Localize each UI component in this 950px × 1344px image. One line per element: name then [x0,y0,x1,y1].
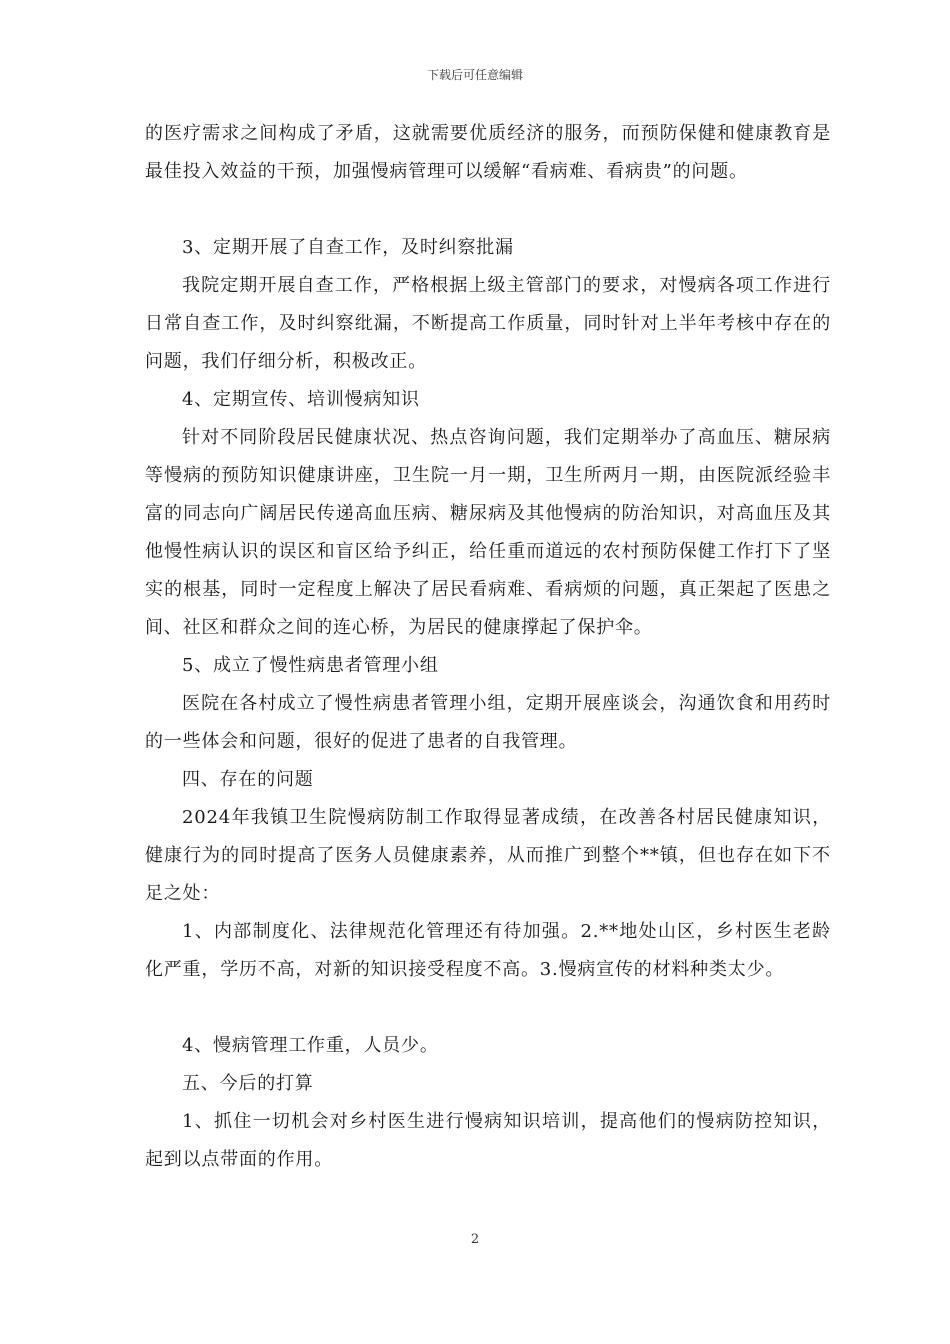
paragraph-patient-group: 医院在各村成立了慢性病患者管理小组，定期开展座谈会，沟通饮食和用药时的一些体会和问题，很好的促进了患者的自我管理。 [145,693,831,752]
document-body [145,115,831,1179]
paragraph-self-inspection: 我院定期开展自查工作，严格根据上级主管部门的要求，对慢病各项工作进行日常自查工作，及时纠察纰漏，不断提高工作质量，同时针对上半年考核中存在的问题，我们仔细分析，积极改正。 [145,275,831,372]
section-heading-problems: 四、存在的问题 [182,769,314,790]
paragraph-continuation: 的医疗需求之间构成了矛盾，这就需要优质经济的服务，而预防保健和健康教育是最佳投入效益的干预，加强慢病管理可以缓解“看病难、看病贵”的问题。 [145,123,831,182]
paragraph-publicity-training: 针对不同阶段居民健康状况、热点咨询问题，我们定期举办了高血压、糖尿病等慢病的预防知识健康讲座，卫生院一月一期，卫生所两月一期，由医院派经验丰富的同志向广阔居民传递高血压病、糖尿病及其他慢病的防治知识，对高血压及其他慢性病认识的误区和盲区给予纠正，给任重而道远的农村预防保健工作打下了坚实的根基，同时一定程度上解决了居民看病难、看病烦的问题，真正架起了医患之间、社区和群众之间的连心桥，为居民的健康撑起了保护伞。 [145,427,831,638]
section-heading-self-inspection: 3、定期开展了自查工作，及时纠察批漏 [182,237,514,258]
page-header: 下载后可任意编辑 [426,68,523,82]
paragraph-problems-intro: 2024年我镇卫生院慢病防制工作取得显著成绩，在改善各村居民健康知识，健康行为的同时提高了医务人员健康素养，从而推广到整个**镇，但也存在如下不足之处： [145,807,831,904]
paragraph-problem-4: 4、慢病管理工作重，人员少。 [182,1035,439,1056]
section-heading-publicity-training: 4、定期宣传、培训慢病知识 [182,389,420,410]
section-heading-future-plans: 五、今后的打算 [182,1073,314,1094]
section-heading-patient-group: 5、成立了慢性病患者管理小组 [182,655,439,676]
paragraph-problems-list: 1、内部制度化、法律规范化管理还有待加强。2.**地处山区，乡村医生老龄化严重，学历不高，对新的知识接受程度不高。3.慢病宣传的材料种类太少。 [145,921,831,980]
page-number: 2 [470,1232,480,1247]
paragraph-future-plan-1: 1、抓住一切机会对乡村医生进行慢病知识培训，提高他们的慢病防控知识，起到以点带面的作用。 [145,1111,831,1170]
